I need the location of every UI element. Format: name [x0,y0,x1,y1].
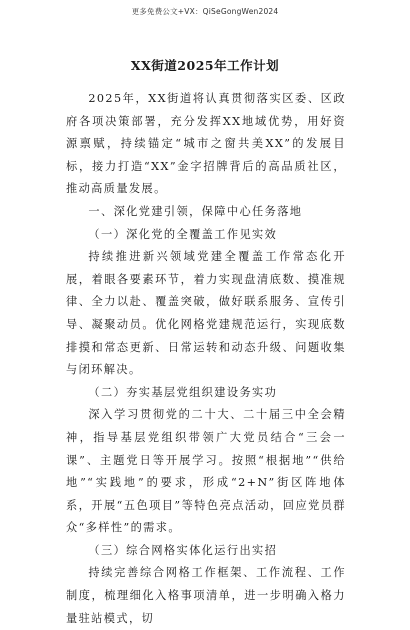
subsection-1-heading: （一）深化党的全覆盖工作见实效 [88,227,278,241]
section-1-heading: 一、深化党建引领，保障中心任务落地 [88,204,303,218]
subsection-1-body: 持续推进新兴领域党建全覆盖工作常态化开展，着眼各要素环节，着力实现盘清底数、摸准规律、全力以赴、覆盖突破，做好联系服务、宣传引导、凝聚动员。优化网格党建规范运行，实现底数排摸和常态更新、日常运转和动态升级、问题收集与闭环解决。 [66,250,346,377]
intro-paragraph: 2025年，XX街道将认真贯彻落实区委、区政府各项决策部署，充分发挥XX地域优势，用好资源禀赋，持续锚定“城市之窗共美XX”的发展目标，接力打造“XX”金字招牌背后的高品质社区，推动高质量发展。 [66,92,346,196]
document-body [66,88,346,630]
subsection-3-body: 持续完善综合网格工作框架、工作流程、工作制度，梳理细化入格事项清单，进一步明确入格力量驻站模式，切 [66,566,346,625]
promo-header-text: 更多免费公文+VX：QiSeGongWen2024 [131,7,279,16]
subsection-3-heading: （三）综合网格实体化运行出实招 [88,543,278,557]
subsection-2-body: 深入学习贯彻党的二十大、二十届三中全会精神，指导基层党组织带领广大党员结合“三会一课”、主题党日等开展学习。按照“根据地”“供给地”“实践地”的要求，形成“2+N”街区阵地体系，开展“五色项目”等特色亮点活动，回应党员群众“多样性”的需求。 [66,408,346,535]
document-title: XX街道2025年工作计划 [130,58,280,73]
subsection-2-heading: （二）夯实基层党组织建设务实功 [88,385,278,399]
